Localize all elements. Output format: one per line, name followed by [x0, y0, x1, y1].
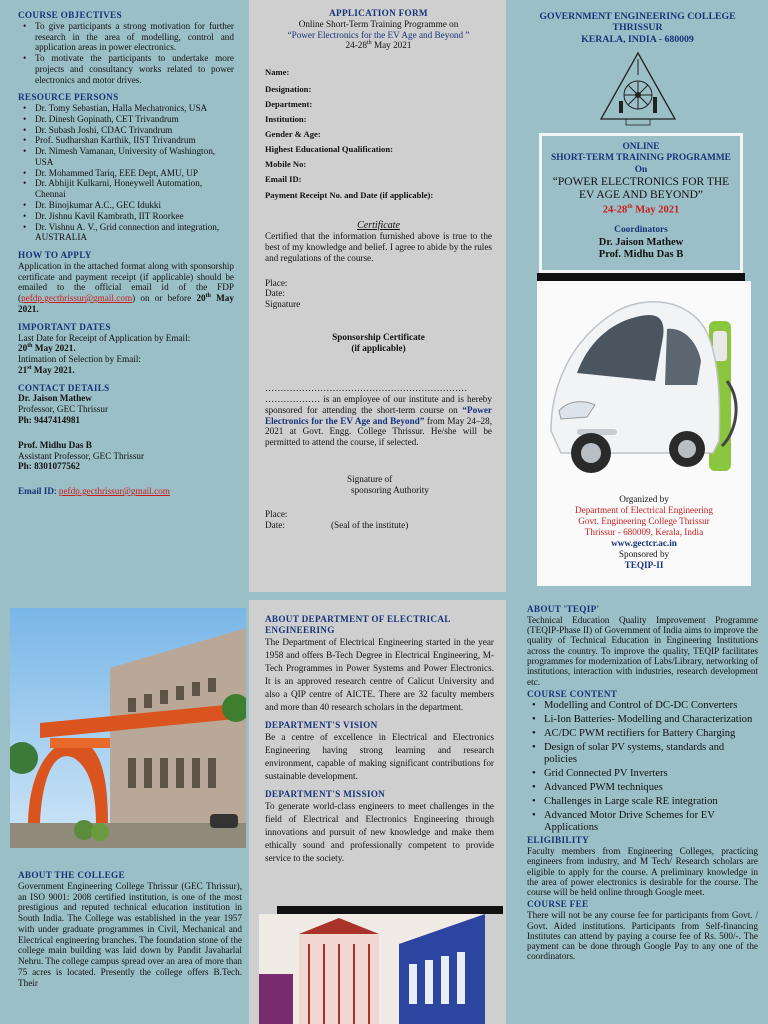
box-line1: ONLINE — [622, 142, 660, 152]
org-web-link[interactable]: www.gectcr.ac.in — [611, 538, 677, 549]
last-date-value: 20th May 2021. — [18, 343, 76, 354]
contact1-role: Professor, GEC Thrissur — [18, 404, 109, 415]
about-dept-heading: ABOUT DEPARTMENT OF ELECTRICAL ENGINEERING — [265, 614, 451, 635]
about-college-section — [18, 870, 242, 988]
email-link[interactable]: pefdp.gecthrissur@gmail.com — [58, 486, 170, 497]
resource-person: • Dr. Jishnu Kavil Kambrath, IIT Roorkee — [18, 211, 234, 222]
application-form-panel — [249, 0, 506, 592]
college-name: GOVERNMENT ENGINEERING COLLEGE — [539, 11, 736, 22]
org-college: Govt. Engineering College Thrissur — [578, 516, 710, 527]
course-content-heading: COURSE CONTENT — [527, 688, 618, 699]
college-building-photo — [10, 608, 246, 848]
date2-label: Date: — [265, 520, 285, 531]
field-name[interactable]: Name: — [265, 67, 290, 78]
electric-car-image — [537, 281, 751, 486]
bottom-middle-divider — [277, 906, 503, 914]
sponsor-dots: ………………………………………………………… — [265, 383, 468, 394]
course-content-item: • Advanced PWM techniques — [527, 782, 758, 794]
programme-box — [539, 133, 743, 273]
contact1-phone: Ph: 9447414981 — [18, 414, 81, 425]
certificate-text: Certified that the information furnished above is true to the best of my knowledge and belief. I agree to abide by the rules and regulations of the course. — [265, 231, 492, 263]
form-course-name: “Power Electronics for the EV Age and Beyond ” — [287, 29, 470, 40]
organized-by: Organized by — [619, 494, 669, 504]
field-email[interactable]: Email ID: — [265, 174, 302, 185]
resource-person: • Dr. Tomy Sebastian, Halla Mechatronics, USA — [18, 103, 234, 114]
signature-label: Signature — [265, 299, 301, 310]
sponsor-name: TEQIP-II — [624, 560, 664, 571]
resource-list — [18, 103, 234, 243]
about-college-text: Government Engineering College Thrissur (GEC Thrissur), an ISO 9001: 2008 certified institution, is one of the most prestigious and reputed technical education institution in South India. The College was established in the year 1957 with under graduate programmes in Civil, Mechanical and Electrical engineering branches. The foundation stone of the college main building was laid down by Pandit Javaharlal Nehru. The college campus spread over an area of more than 75 acres is located. Presently the college offers B.Tech. Their — [18, 880, 242, 988]
contact2-phone: Ph: 8301077562 — [18, 461, 81, 472]
resource-person: • Dr. Mohammed Tariq, EEE Dept, AMU, UP — [18, 168, 234, 179]
coordinators-label: Coordinators — [614, 225, 668, 236]
vision-heading: DEPARTMENT'S VISION — [265, 719, 378, 730]
about-college-heading: ABOUT THE COLLEGE — [18, 870, 125, 880]
sig-authority-1: Signature of — [347, 473, 393, 484]
mission-text: To generate world-class engineers to meet challenges in the field of Electrical and Electronics Engineering through innovations and pursuit of new knowledge and make them ethically sound and professionally competent to provide service to the society. — [265, 800, 494, 863]
college-location: KERALA, INDIA - 680009 — [581, 33, 694, 45]
cover-divider — [537, 273, 745, 281]
coordinator-1: Dr. Jaison Mathew — [598, 236, 684, 248]
email-row: Email ID: pefdp.gecthrissur@gmail.com — [18, 486, 170, 497]
sponsor-subtitle: (if applicable) — [351, 342, 406, 353]
field-payment[interactable]: Payment Receipt No. and Date (if applicable): — [265, 189, 434, 200]
resource-person: • Dr. Nimesh Vamanan, University of Washington, USA — [18, 146, 234, 168]
box-line2: SHORT-TERM TRAINING PROGRAMME — [551, 153, 731, 164]
seal-label: (Seal of the institute) — [331, 520, 409, 531]
cover-card — [537, 281, 751, 586]
org-address: Thrissur - 680009, Kerala, India — [584, 527, 704, 538]
box-line3: On — [634, 164, 648, 175]
teqip-text: Technical Education Quality Improvement Programme (TEQIP-Phase II) of Government of India aims to improve the quality of Technical Education in Engineering Institutions across the country. To improve the quality, TEQIP facilitates programmes for modernization of Labs/Library, networking of institutions, interaction with industries, research development etc. — [527, 614, 758, 687]
apply-text — [18, 261, 234, 315]
email-label: Email ID — [18, 486, 54, 497]
resource-person: • Dr. Vishnu A. V., Grid connection and integration, AUSTRALIA — [18, 222, 234, 244]
form-fields — [265, 67, 492, 199]
college-city: THRISSUR — [612, 22, 663, 34]
last-date-label: Last Date for Receipt of Application by Email: — [18, 332, 191, 343]
left-panel — [0, 0, 248, 592]
teqip-heading: ABOUT 'TEQIP' — [527, 604, 600, 614]
date2-row — [265, 520, 492, 531]
course-content-item: • AC/DC PWM rectifiers for Battery Charging — [527, 728, 758, 740]
coordinator-2: Prof. Midhu Das B — [598, 249, 684, 261]
objectives-list — [18, 21, 234, 86]
objective-item: • To motivate the participants to undertake more projects and consultancy works related to power electronics and motor drives. — [18, 53, 234, 85]
contact2-role: Assistant Professor, GEC Thrissur — [18, 450, 145, 461]
place-label: Place: — [265, 277, 288, 288]
box-dates: 24-28th May 2021 — [602, 204, 680, 216]
eligibility-heading: ELIGIBILITY — [527, 835, 590, 846]
bottom-right-panel — [507, 600, 768, 1024]
fee-heading: COURSE FEE — [527, 899, 589, 910]
course-content-item: • Grid Connected PV Inverters — [527, 768, 758, 780]
course-content-item: • Advanced Motor Drive Schemes for EV Applications — [527, 810, 758, 834]
apply-text-2: ) on or before — [132, 293, 192, 304]
field-qualification[interactable]: Highest Educational Qualification: — [265, 144, 393, 155]
about-dept-text: The Department of Electrical Engineering started in the year 1958 and offers B-Tech Degree in Electrical Engineering, M-Tech Programmes in Power Systems and Power Electronics. It is an approved research centre of Calicut University and also a QIP centre of AICTE. There are 32 faculty members and more than 40 research scholars in the department. — [265, 636, 494, 712]
apply-date: 20th May 2021. — [18, 293, 234, 314]
programme-box-text — [542, 136, 740, 262]
vision-text: Be a centre of excellence in Electrical and Electronics Engineering having strong learning and research environment, capable of making significant contributions for sustainable development. — [265, 731, 494, 781]
form-subtitle: Online Short-Term Training Programme on — [298, 18, 459, 29]
bottom-middle-panel — [249, 600, 506, 1024]
date-label: Date: — [265, 288, 285, 299]
contact2-name: Prof. Midhu Das B — [18, 439, 92, 450]
resource-person: • Dr. Abhijit Kulkarni, Honeywell Automation, Chennai — [18, 178, 234, 200]
field-institution[interactable]: Institution: — [265, 114, 307, 125]
sig-authority-2: sponsoring Authority — [351, 484, 429, 495]
department-building-photo — [259, 914, 485, 1024]
apply-email-link[interactable]: pefdp.gecthrissur@gmail.com — [21, 293, 133, 304]
field-mobile[interactable]: Mobile No: — [265, 159, 307, 170]
eligibility-text: Faculty members from Engineering Colleges, practicing engineers from industry, and M Tech/ Research scholars are eligible to apply for the course. A preliminary knowledge in the area of power electronics is desirable for the course. The course will be held online through Google meet. — [527, 846, 758, 898]
form-header — [265, 8, 492, 51]
apply-heading: HOW TO APPLY — [18, 250, 92, 261]
contact-heading: CONTACT DETAILS — [18, 382, 110, 393]
organizer-block — [537, 494, 751, 571]
college-emblem — [599, 51, 677, 127]
college-header — [507, 0, 768, 45]
intimation-value: 21st May 2021. — [18, 364, 75, 375]
objectives-heading: COURSE OBJECTIVES — [18, 10, 122, 20]
fee-text: There will not be any course fee for participants from Govt. / Govt. Aided institutions. Participants from Self-financing Institutes can attend by paying a course fee of Rs. 500/-. The payment can be done through Google Pay to any one of the coordinators. — [527, 910, 758, 962]
sponsor-text-2: from May 24–28, 2021 at Govt. Engg. College Thrissur. He/she will be permitted to attend the course, if selected. — [265, 415, 493, 448]
sponsor-course: “Power Electronics for the EV Age and Beyond” — [265, 404, 492, 426]
course-content-item: • Modelling and Control of DC-DC Converters — [527, 700, 758, 712]
field-designation[interactable]: Designation: — [265, 84, 312, 95]
sponsor-title: Sponsorship Certificate — [332, 331, 425, 342]
course-content-item: • Challenges in Large scale RE integration — [527, 796, 758, 808]
bottom-left-panel — [0, 600, 248, 1024]
course-content-list — [527, 700, 758, 835]
apply-text-1: Application in the attached format along with sponsorship certificate and payment receipt (if applicable) should be emailed to the official email id of the FDP ( — [18, 260, 234, 304]
resource-person: • Dr. Subash Joshi, CDAC Trivandrum — [18, 125, 234, 136]
resource-person: • Dr. Binojkumar A.C., GEC Idukki — [18, 200, 234, 211]
resource-person: • Prof. Sudharshan Karthik, IIST Trivandrum — [18, 135, 234, 146]
form-dates: 24-28th May 2021 — [345, 40, 412, 51]
form-title: APPLICATION FORM — [329, 8, 428, 18]
course-content-item: • Design of solar PV systems, standards and policies — [527, 742, 758, 766]
course-content-item: • Li-Ion Batteries- Modelling and Characterization — [527, 714, 758, 726]
org-dept: Department of Electrical Engineering — [574, 505, 713, 516]
intimation-label: Intimation of Selection by Email: — [18, 354, 141, 365]
resource-person: • Dr. Dinesh Gopinath, CET Trivandrum — [18, 114, 234, 125]
certificate-title: Certificate — [357, 219, 400, 231]
sponsor-text — [265, 394, 492, 448]
mission-heading: DEPARTMENT'S MISSION — [265, 788, 386, 799]
resource-heading: RESOURCE PERSONS — [18, 92, 119, 103]
contact1-name: Dr. Jaison Mathew — [18, 393, 92, 404]
sponsored-by: Sponsored by — [618, 549, 670, 560]
dates-heading: IMPORTANT DATES — [18, 321, 111, 332]
box-title: “POWER ELECTRONICS FOR THE EV AGE AND BEYOND” — [552, 175, 730, 202]
place2-label: Place: — [265, 509, 288, 520]
objective-item: • To give participants a strong motivation for further research in the area of modelling, control and application areas in power electronics. — [18, 21, 234, 53]
sponsor-text-1: ……………… is an employee of our institute and is hereby sponsored for attending the short-term course on — [265, 394, 492, 415]
field-department[interactable]: Department: — [265, 99, 313, 110]
field-gender-age[interactable]: Gender & Age: — [265, 129, 321, 140]
cover-panel — [507, 0, 768, 592]
